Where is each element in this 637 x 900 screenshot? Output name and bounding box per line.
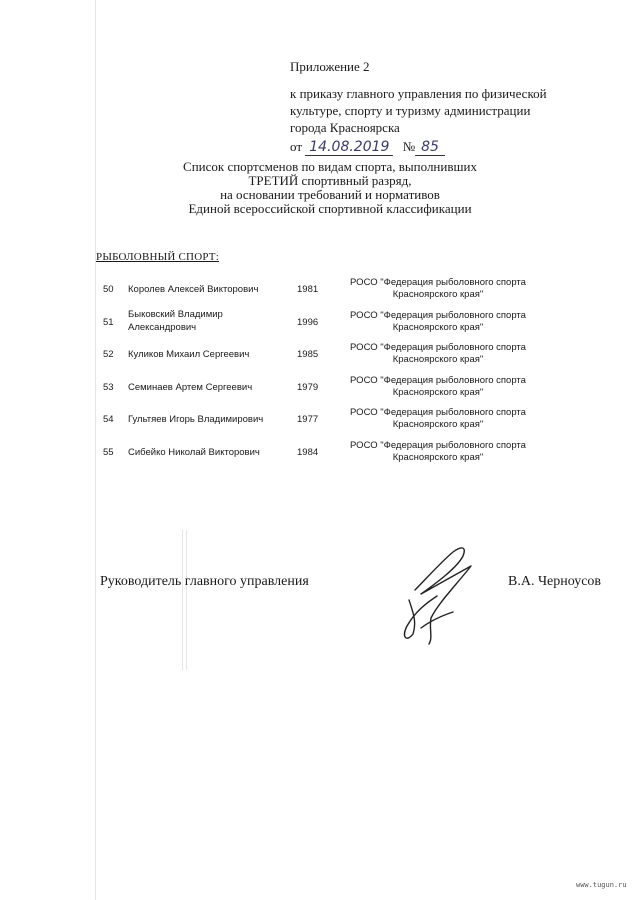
list-item xyxy=(0,339,637,372)
athlete-number: 54 xyxy=(103,414,114,425)
number-prefix: № xyxy=(402,139,416,154)
order-line: культуре, спорту и туризму администрации xyxy=(290,103,531,118)
athlete-birth-year: 1981 xyxy=(297,284,319,295)
signatory-title: Руководитель главного управления xyxy=(100,574,309,589)
athlete-list xyxy=(0,274,637,469)
date-prefix: от xyxy=(290,139,303,154)
athlete-birth-year: 1979 xyxy=(297,381,319,393)
athlete-number: 53 xyxy=(103,381,114,393)
athlete-organization: РОСО "Федерация рыболовного спорта Красноярского края" xyxy=(350,374,526,398)
signatory-name: В.А. Черноусов xyxy=(508,574,602,589)
scan-artifact-line xyxy=(186,530,187,670)
athlete-name: Семинаев Артем Сергеевич xyxy=(128,381,253,393)
handwritten-signature xyxy=(395,538,485,648)
order-date-line xyxy=(290,138,590,156)
athlete-organization: РОСО "Федерация рыболовного спорта Красноярского края" xyxy=(350,342,526,365)
title-line: ТРЕТИЙ спортивный разряд, xyxy=(248,173,412,188)
list-item xyxy=(0,307,637,340)
handwritten-date: 14.08.2019 xyxy=(305,139,393,156)
order-line: города Красноярска xyxy=(290,120,400,135)
handwritten-number: 85 xyxy=(415,139,445,156)
athlete-birth-year: 1977 xyxy=(297,414,319,425)
scan-artifact-line xyxy=(182,530,183,670)
athlete-name: Гультяев Игорь Владимирович xyxy=(128,414,264,425)
athlete-name: Сибейко Николай Викторович xyxy=(128,446,260,458)
athlete-number: 51 xyxy=(103,316,114,328)
athlete-organization: РОСО "Федерация рыболовного спорта Красноярского края" xyxy=(350,407,526,430)
athlete-organization: РОСО "Федерация рыболовного спорта Красноярского края" xyxy=(350,277,526,300)
appendix-header xyxy=(290,58,590,156)
document-title xyxy=(130,160,530,216)
list-item xyxy=(0,274,637,307)
athlete-name: Куликов Михаил Сергеевич xyxy=(128,349,250,360)
athlete-number: 55 xyxy=(103,446,114,458)
title-line: Единой всероссийской спортивной классификации xyxy=(188,201,472,216)
order-line: к приказу главного управления по физической xyxy=(290,86,547,101)
athlete-birth-year: 1996 xyxy=(297,316,319,328)
site-watermark: www.tugun.ru xyxy=(576,881,627,889)
title-line: Список спортсменов по видам спорта, выполнивших xyxy=(183,159,477,174)
section-heading: РЫБОЛОВНЫЙ СПОРТ: xyxy=(96,251,219,263)
list-item xyxy=(0,437,637,470)
athlete-birth-year: 1984 xyxy=(297,446,319,458)
athlete-organization: РОСО "Федерация рыболовного спорта Красноярского края" xyxy=(350,309,526,333)
title-line: на основании требований и нормативов xyxy=(220,187,440,202)
athlete-number: 50 xyxy=(103,284,114,295)
list-item xyxy=(0,372,637,405)
list-item xyxy=(0,404,637,437)
athlete-number: 52 xyxy=(103,349,114,360)
athlete-name: Королев Алексей Викторович xyxy=(128,284,259,295)
athlete-organization: РОСО "Федерация рыболовного спорта Красноярского края" xyxy=(350,439,526,463)
appendix-label: Приложение 2 xyxy=(290,59,370,74)
athlete-name: Быковский Владимир Александрович xyxy=(128,308,223,333)
athlete-birth-year: 1985 xyxy=(297,349,319,360)
